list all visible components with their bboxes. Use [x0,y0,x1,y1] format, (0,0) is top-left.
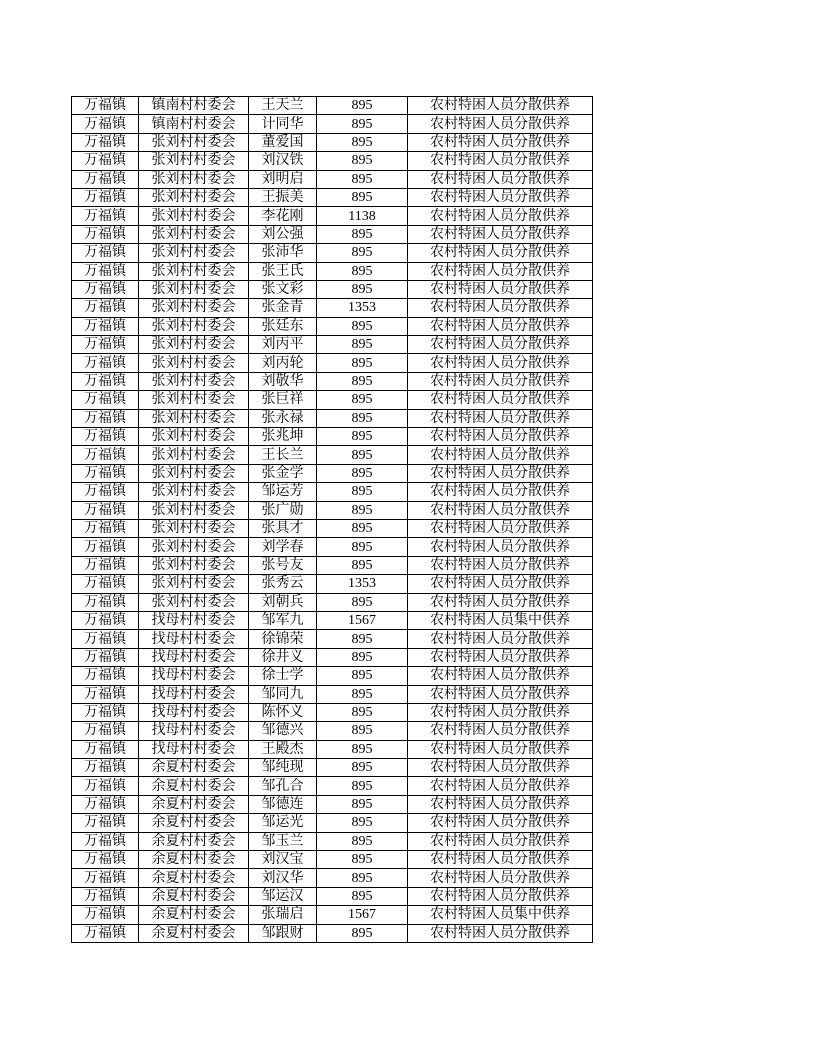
table-row [72,354,593,372]
village-cell: 找母村村委会 [139,703,249,721]
name-cell: 徐井义 [249,648,317,666]
name-cell: 张具才 [249,519,317,537]
village-cell: 张刘村村委会 [139,556,249,574]
village-cell: 张刘村村委会 [139,317,249,335]
village-cell: 余夏村村委会 [139,814,249,832]
table-row [72,703,593,721]
town-cell: 万福镇 [72,777,139,795]
category-cell: 农村特困人员集中供养 [408,906,593,924]
table-row [72,152,593,170]
name-cell: 董爱国 [249,133,317,151]
category-cell: 农村特困人员分散供养 [408,170,593,188]
amount-cell: 895 [317,924,408,942]
name-cell: 刘汉华 [249,869,317,887]
table-row [72,225,593,243]
category-cell: 农村特困人员分散供养 [408,630,593,648]
town-cell: 万福镇 [72,372,139,390]
amount-cell: 895 [317,814,408,832]
table-row [72,428,593,446]
amount-cell: 895 [317,336,408,354]
amount-cell: 895 [317,722,408,740]
amount-cell: 895 [317,464,408,482]
category-cell: 农村特困人员分散供养 [408,814,593,832]
town-cell: 万福镇 [72,262,139,280]
amount-cell: 895 [317,262,408,280]
town-cell: 万福镇 [72,207,139,225]
village-cell: 镇南村村委会 [139,97,249,115]
town-cell: 万福镇 [72,795,139,813]
name-cell: 张金学 [249,464,317,482]
name-cell: 刘学春 [249,538,317,556]
amount-cell: 895 [317,354,408,372]
amount-cell: 895 [317,391,408,409]
category-cell: 农村特困人员分散供养 [408,225,593,243]
amount-cell: 895 [317,887,408,905]
category-cell: 农村特困人员分散供养 [408,519,593,537]
name-cell: 李花刚 [249,207,317,225]
village-cell: 张刘村村委会 [139,538,249,556]
village-cell: 找母村村委会 [139,611,249,629]
amount-cell: 895 [317,483,408,501]
amount-cell: 1567 [317,611,408,629]
amount-cell: 895 [317,703,408,721]
village-cell: 张刘村村委会 [139,133,249,151]
table-row [72,630,593,648]
table-row [72,924,593,942]
table-row [72,611,593,629]
amount-cell: 895 [317,593,408,611]
town-cell: 万福镇 [72,188,139,206]
name-cell: 张金青 [249,299,317,317]
table-row [72,299,593,317]
town-cell: 万福镇 [72,759,139,777]
category-cell: 农村特困人员分散供养 [408,759,593,777]
name-cell: 徐锦荣 [249,630,317,648]
village-cell: 余夏村村委会 [139,832,249,850]
category-cell: 农村特困人员分散供养 [408,777,593,795]
amount-cell: 895 [317,777,408,795]
name-cell: 王殿杰 [249,740,317,758]
name-cell: 王长兰 [249,446,317,464]
category-cell: 农村特困人员分散供养 [408,428,593,446]
village-cell: 张刘村村委会 [139,336,249,354]
table-row [72,464,593,482]
town-cell: 万福镇 [72,336,139,354]
table-row [72,372,593,390]
village-cell: 张刘村村委会 [139,501,249,519]
name-cell: 邹跟财 [249,924,317,942]
amount-cell: 895 [317,648,408,666]
town-cell: 万福镇 [72,851,139,869]
village-cell: 余夏村村委会 [139,869,249,887]
name-cell: 邹运汉 [249,887,317,905]
name-cell: 张永禄 [249,409,317,427]
amount-cell: 1567 [317,906,408,924]
table-row [72,575,593,593]
table-row [72,97,593,115]
name-cell: 邹军九 [249,611,317,629]
town-cell: 万福镇 [72,428,139,446]
category-cell: 农村特困人员分散供养 [408,299,593,317]
amount-cell: 895 [317,317,408,335]
village-cell: 张刘村村委会 [139,188,249,206]
name-cell: 张兆坤 [249,428,317,446]
table-row [72,262,593,280]
amount-cell: 895 [317,280,408,298]
table-row [72,336,593,354]
town-cell: 万福镇 [72,391,139,409]
amount-cell: 895 [317,538,408,556]
town-cell: 万福镇 [72,354,139,372]
amount-cell: 1353 [317,575,408,593]
category-cell: 农村特困人员分散供养 [408,924,593,942]
town-cell: 万福镇 [72,924,139,942]
town-cell: 万福镇 [72,280,139,298]
village-cell: 张刘村村委会 [139,483,249,501]
table-row [72,409,593,427]
village-cell: 余夏村村委会 [139,924,249,942]
category-cell: 农村特困人员分散供养 [408,887,593,905]
village-cell: 张刘村村委会 [139,428,249,446]
name-cell: 计同华 [249,115,317,133]
town-cell: 万福镇 [72,446,139,464]
village-cell: 张刘村村委会 [139,372,249,390]
category-cell: 农村特困人员分散供养 [408,152,593,170]
name-cell: 张巨祥 [249,391,317,409]
amount-cell: 895 [317,97,408,115]
table-row [72,685,593,703]
category-cell: 农村特困人员分散供养 [408,483,593,501]
village-cell: 余夏村村委会 [139,777,249,795]
table-row [72,593,593,611]
amount-cell: 895 [317,428,408,446]
amount-cell: 895 [317,667,408,685]
amount-cell: 895 [317,409,408,427]
town-cell: 万福镇 [72,887,139,905]
name-cell: 刘敬华 [249,372,317,390]
amount-cell: 895 [317,225,408,243]
village-cell: 张刘村村委会 [139,244,249,262]
town-cell: 万福镇 [72,133,139,151]
town-cell: 万福镇 [72,593,139,611]
town-cell: 万福镇 [72,538,139,556]
table-row [72,887,593,905]
name-cell: 张文彩 [249,280,317,298]
town-cell: 万福镇 [72,722,139,740]
name-cell: 张王氏 [249,262,317,280]
town-cell: 万福镇 [72,483,139,501]
village-cell: 张刘村村委会 [139,170,249,188]
table-row [72,280,593,298]
village-cell: 张刘村村委会 [139,409,249,427]
category-cell: 农村特困人员分散供养 [408,538,593,556]
village-cell: 张刘村村委会 [139,299,249,317]
category-cell: 农村特困人员分散供养 [408,740,593,758]
table-row [72,814,593,832]
village-cell: 余夏村村委会 [139,906,249,924]
name-cell: 邹德兴 [249,722,317,740]
amount-cell: 895 [317,851,408,869]
category-cell: 农村特困人员分散供养 [408,336,593,354]
town-cell: 万福镇 [72,648,139,666]
category-cell: 农村特困人员集中供养 [408,611,593,629]
town-cell: 万福镇 [72,814,139,832]
amount-cell: 895 [317,115,408,133]
amount-cell: 895 [317,372,408,390]
amount-cell: 1138 [317,207,408,225]
category-cell: 农村特困人员分散供养 [408,667,593,685]
town-cell: 万福镇 [72,906,139,924]
category-cell: 农村特困人员分散供养 [408,464,593,482]
name-cell: 刘汉铁 [249,152,317,170]
town-cell: 万福镇 [72,832,139,850]
table-row [72,483,593,501]
category-cell: 农村特困人员分散供养 [408,832,593,850]
category-cell: 农村特困人员分散供养 [408,575,593,593]
name-cell: 张广勋 [249,501,317,519]
town-cell: 万福镇 [72,703,139,721]
category-cell: 农村特困人员分散供养 [408,188,593,206]
amount-cell: 895 [317,133,408,151]
category-cell: 农村特困人员分散供养 [408,685,593,703]
category-cell: 农村特困人员分散供养 [408,722,593,740]
name-cell: 邹运芳 [249,483,317,501]
town-cell: 万福镇 [72,152,139,170]
table-row [72,115,593,133]
amount-cell: 1353 [317,299,408,317]
name-cell: 邹运光 [249,814,317,832]
town-cell: 万福镇 [72,225,139,243]
category-cell: 农村特困人员分散供养 [408,262,593,280]
name-cell: 张号友 [249,556,317,574]
village-cell: 找母村村委会 [139,722,249,740]
category-cell: 农村特困人员分散供养 [408,556,593,574]
village-cell: 余夏村村委会 [139,759,249,777]
table-row [72,133,593,151]
table-row [72,519,593,537]
town-cell: 万福镇 [72,244,139,262]
category-cell: 农村特困人员分散供养 [408,207,593,225]
table-row [72,207,593,225]
category-cell: 农村特困人员分散供养 [408,593,593,611]
name-cell: 邹纯现 [249,759,317,777]
category-cell: 农村特困人员分散供养 [408,409,593,427]
name-cell: 张沛华 [249,244,317,262]
town-cell: 万福镇 [72,611,139,629]
name-cell: 张廷东 [249,317,317,335]
amount-cell: 895 [317,556,408,574]
table-row [72,869,593,887]
table-row [72,740,593,758]
table-row [72,170,593,188]
category-cell: 农村特困人员分散供养 [408,869,593,887]
town-cell: 万福镇 [72,740,139,758]
amount-cell: 895 [317,740,408,758]
village-cell: 找母村村委会 [139,667,249,685]
village-cell: 找母村村委会 [139,685,249,703]
category-cell: 农村特困人员分散供养 [408,133,593,151]
name-cell: 刘明启 [249,170,317,188]
town-cell: 万福镇 [72,519,139,537]
name-cell: 刘丙轮 [249,354,317,372]
category-cell: 农村特困人员分散供养 [408,317,593,335]
table-row [72,648,593,666]
town-cell: 万福镇 [72,556,139,574]
table-row [72,446,593,464]
name-cell: 邹孔合 [249,777,317,795]
amount-cell: 895 [317,446,408,464]
village-cell: 张刘村村委会 [139,464,249,482]
table-row [72,832,593,850]
table-row [72,795,593,813]
village-cell: 张刘村村委会 [139,152,249,170]
category-cell: 农村特困人员分散供养 [408,391,593,409]
amount-cell: 895 [317,832,408,850]
village-cell: 张刘村村委会 [139,593,249,611]
village-cell: 余夏村村委会 [139,887,249,905]
name-cell: 邹玉兰 [249,832,317,850]
amount-cell: 895 [317,188,408,206]
village-cell: 张刘村村委会 [139,391,249,409]
name-cell: 王振美 [249,188,317,206]
category-cell: 农村特困人员分散供养 [408,851,593,869]
town-cell: 万福镇 [72,97,139,115]
table-row [72,777,593,795]
town-cell: 万福镇 [72,869,139,887]
table-row [72,851,593,869]
town-cell: 万福镇 [72,409,139,427]
table-row [72,667,593,685]
category-cell: 农村特困人员分散供养 [408,501,593,519]
category-cell: 农村特困人员分散供养 [408,354,593,372]
table-row [72,556,593,574]
village-cell: 镇南村村委会 [139,115,249,133]
category-cell: 农村特困人员分散供养 [408,648,593,666]
name-cell: 徐士学 [249,667,317,685]
table-row [72,317,593,335]
category-cell: 农村特困人员分散供养 [408,280,593,298]
village-cell: 张刘村村委会 [139,575,249,593]
table-row [72,538,593,556]
town-cell: 万福镇 [72,299,139,317]
amount-cell: 895 [317,630,408,648]
town-cell: 万福镇 [72,685,139,703]
name-cell: 刘朝兵 [249,593,317,611]
category-cell: 农村特困人员分散供养 [408,97,593,115]
village-cell: 张刘村村委会 [139,280,249,298]
village-cell: 张刘村村委会 [139,225,249,243]
table-row [72,906,593,924]
name-cell: 邹德连 [249,795,317,813]
village-cell: 找母村村委会 [139,648,249,666]
roster-body [72,97,593,943]
village-cell: 找母村村委会 [139,630,249,648]
town-cell: 万福镇 [72,317,139,335]
amount-cell: 895 [317,795,408,813]
name-cell: 刘公强 [249,225,317,243]
name-cell: 陈怀义 [249,703,317,721]
name-cell: 邹同九 [249,685,317,703]
village-cell: 找母村村委会 [139,740,249,758]
amount-cell: 895 [317,869,408,887]
table-row [72,501,593,519]
town-cell: 万福镇 [72,667,139,685]
village-cell: 张刘村村委会 [139,519,249,537]
category-cell: 农村特困人员分散供养 [408,115,593,133]
town-cell: 万福镇 [72,115,139,133]
table-row [72,759,593,777]
village-cell: 张刘村村委会 [139,262,249,280]
amount-cell: 895 [317,244,408,262]
table-row [72,391,593,409]
name-cell: 刘汉宝 [249,851,317,869]
category-cell: 农村特困人员分散供养 [408,703,593,721]
category-cell: 农村特困人员分散供养 [408,372,593,390]
table-row [72,722,593,740]
relief-roster-table [71,96,593,943]
amount-cell: 895 [317,501,408,519]
town-cell: 万福镇 [72,464,139,482]
village-cell: 余夏村村委会 [139,795,249,813]
table-row [72,188,593,206]
town-cell: 万福镇 [72,575,139,593]
town-cell: 万福镇 [72,501,139,519]
name-cell: 张瑞启 [249,906,317,924]
town-cell: 万福镇 [72,630,139,648]
name-cell: 王天兰 [249,97,317,115]
name-cell: 张秀云 [249,575,317,593]
town-cell: 万福镇 [72,170,139,188]
village-cell: 张刘村村委会 [139,354,249,372]
amount-cell: 895 [317,759,408,777]
name-cell: 刘丙平 [249,336,317,354]
category-cell: 农村特困人员分散供养 [408,244,593,262]
village-cell: 张刘村村委会 [139,446,249,464]
village-cell: 余夏村村委会 [139,851,249,869]
amount-cell: 895 [317,685,408,703]
amount-cell: 895 [317,170,408,188]
amount-cell: 895 [317,152,408,170]
category-cell: 农村特困人员分散供养 [408,446,593,464]
amount-cell: 895 [317,519,408,537]
village-cell: 张刘村村委会 [139,207,249,225]
table-row [72,244,593,262]
category-cell: 农村特困人员分散供养 [408,795,593,813]
